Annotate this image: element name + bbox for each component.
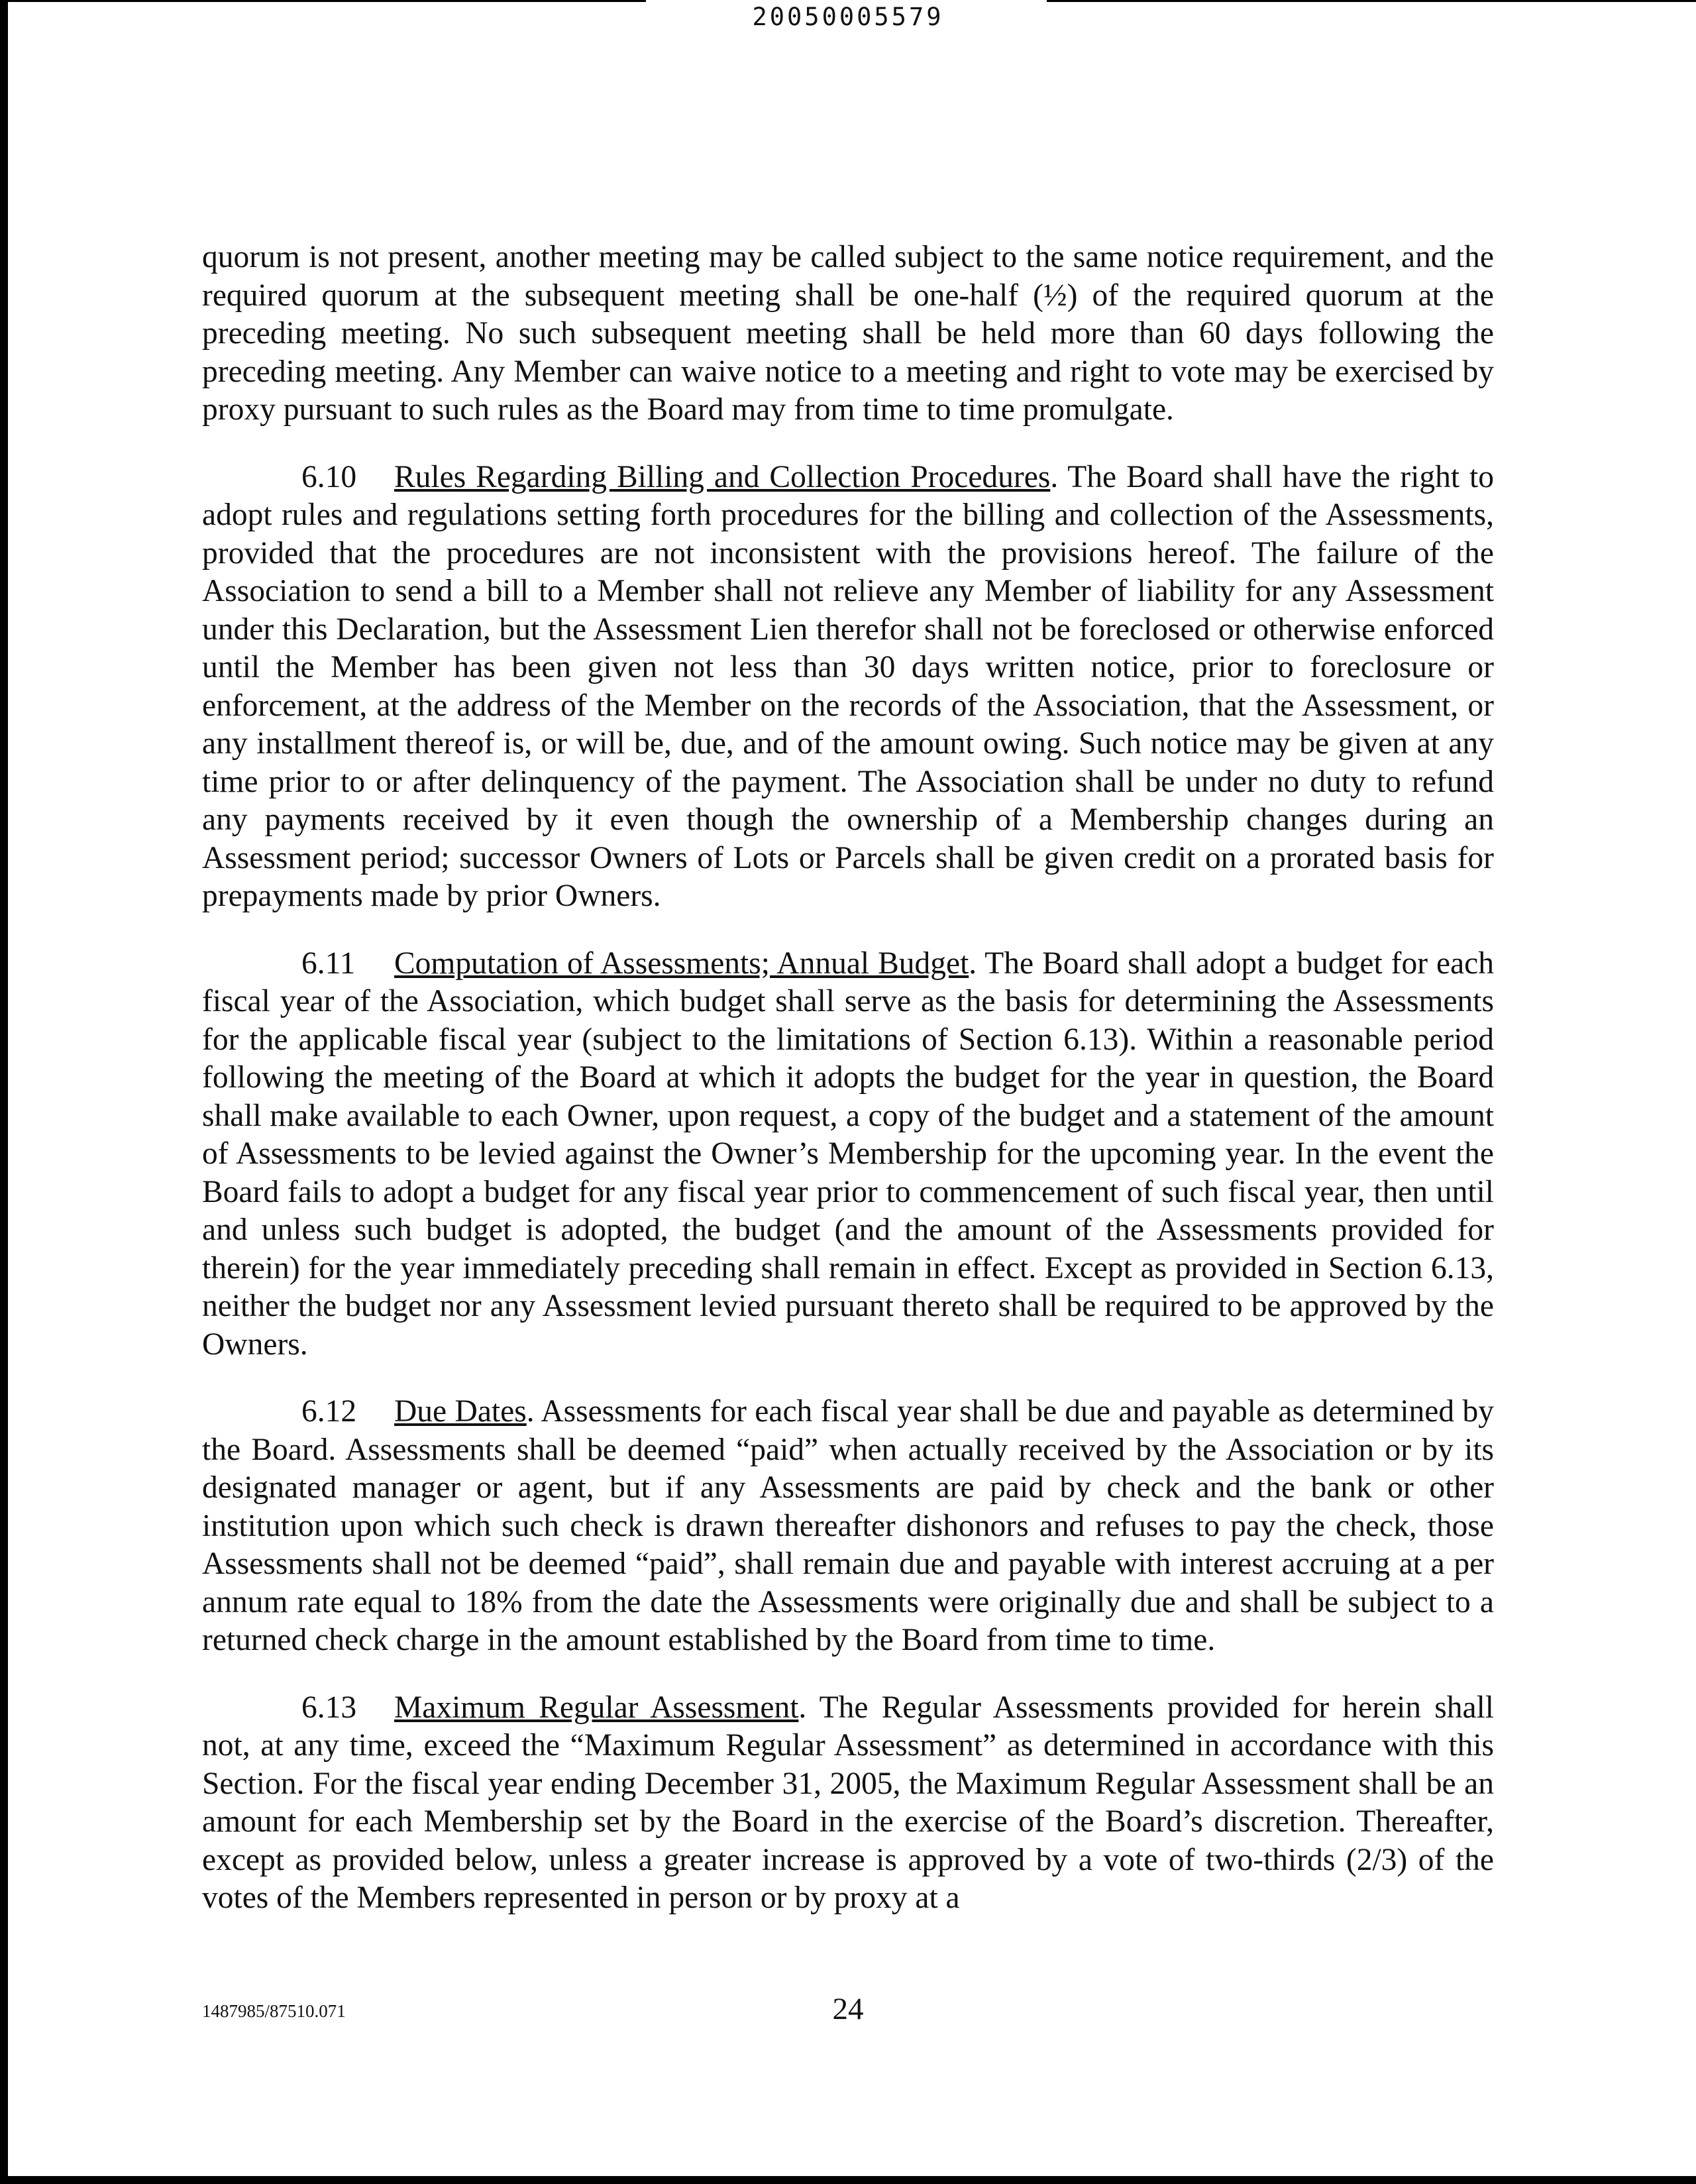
section-title: Computation of Assessments; Annual Budget — [394, 946, 969, 981]
section-text: . The Board shall adopt a budget for each fiscal year of the Association, which budget shall serve as the basis for determining the Assessments for the applicable fiscal year (subject to the limitations of Section 6.13). Within a reasonable period following the meeting of the Board at which it adopts the budget for the year in question, the Board shall make available to each Owner, upon request, a copy of the budget and a statement of the amount of Assessments to be levied against the Owner’s Membership for the upcoming year. In the event the Board fails to adopt a budget for any fiscal year prior to commencement of such fiscal year, then until and unless such budget is adopted, the budget (and the amount of the Assessments provided for therein) for the year immediately preceding shall remain in effect. Except as provided in Section 6.13, neither the budget nor any Assessment levied pursuant thereto shall be required to be approved by the Owners. — [202, 946, 1494, 1362]
section-number: 6.11 — [301, 946, 356, 981]
paragraph-continuation: quorum is not present, another meeting may be called subject to the same notice requirement, and the required quorum at the subsequent meeting shall be one-half (½) of the required quorum at the preceding meeting. No such subsequent meeting shall be held more than 60 days following the preceding meeting. Any Member can waive notice to a meeting and right to vote may be exercised by proxy pursuant to such rules as the Board may from time to time promulgate. — [202, 240, 1494, 427]
recording-number-stamp: 20050005579 — [752, 3, 944, 31]
section-title: Maximum Regular Assessment — [394, 1690, 799, 1725]
section-6-10 — [202, 459, 1494, 916]
section-text: . The Board shall have the right to adopt rules and regulations setting forth procedures for the billing and collection of the Assessments, provided that the procedures are not inconsistent with the provisions hereof. The failure of the Association to send a bill to a Member shall not relieve any Member of liability for any Assessment under this Declaration, but the Assessment Lien therefor shall not be foreclosed or otherwise enforced until the Member has been given not less than 30 days written notice, prior to foreclosure or enforcement, at the address of the Member on the records of the Association, that the Assessment, or any installment thereof is, or will be, due, and of the amount owing. Such notice may be given at any time prior to or after delinquency of the payment. The Association shall be under no duty to refund any payments received by it even though the ownership of a Membership changes during an Assessment period; successor Owners of Lots or Parcels shall be given credit on a prorated basis for prepayments made by prior Owners. — [202, 459, 1494, 913]
top-rule-right — [1047, 0, 1696, 2]
section-6-13 — [202, 1689, 1494, 1918]
document-id: 1487985/87510.071 — [202, 2001, 346, 2021]
section-text: . Assessments for each fiscal year shall be due and payable as determined by the Board. Assessments shall be deemed “paid” when actually received by the Association or by its designated manager or agent, but if any Assessments are paid by check and the bank or other institution upon which such check is drawn thereafter dishonors and refuses to pay the check, those Assessments shall not be deemed “paid”, shall remain due and payable with interest accruing at a per annum rate equal to 18% from the date the Assessments were originally due and shall be subject to a returned check charge in the amount established by the Board from time to time. — [202, 1394, 1494, 1657]
scan-edge-left — [0, 0, 8, 2184]
section-title: Rules Regarding Billing and Collection Procedures — [394, 459, 1051, 494]
section-text: . The Regular Assessments provided for herein shall not, at any time, exceed the “Maximum Regular Assessment” as determined in accordance with this Section. For the fiscal year ending December 31, 2005, the Maximum Regular Assessment shall be an amount for each Membership set by the Board in the exercise of the Board’s discretion. Thereafter, except as provided below, unless a greater increase is approved by a vote of two-thirds (2/3) of the votes of the Members represented in person or by proxy at a — [202, 1690, 1494, 1915]
section-number: 6.13 — [301, 1690, 357, 1725]
section-6-12 — [202, 1393, 1494, 1660]
section-6-11 — [202, 945, 1494, 1364]
section-number: 6.12 — [301, 1394, 357, 1429]
page-number: 24 — [832, 1992, 864, 2026]
top-rule-left — [0, 0, 646, 2]
document-body — [202, 239, 1494, 1918]
section-title: Due Dates — [394, 1394, 527, 1429]
scan-edge-bottom — [0, 2176, 1696, 2184]
section-number: 6.10 — [301, 459, 357, 494]
